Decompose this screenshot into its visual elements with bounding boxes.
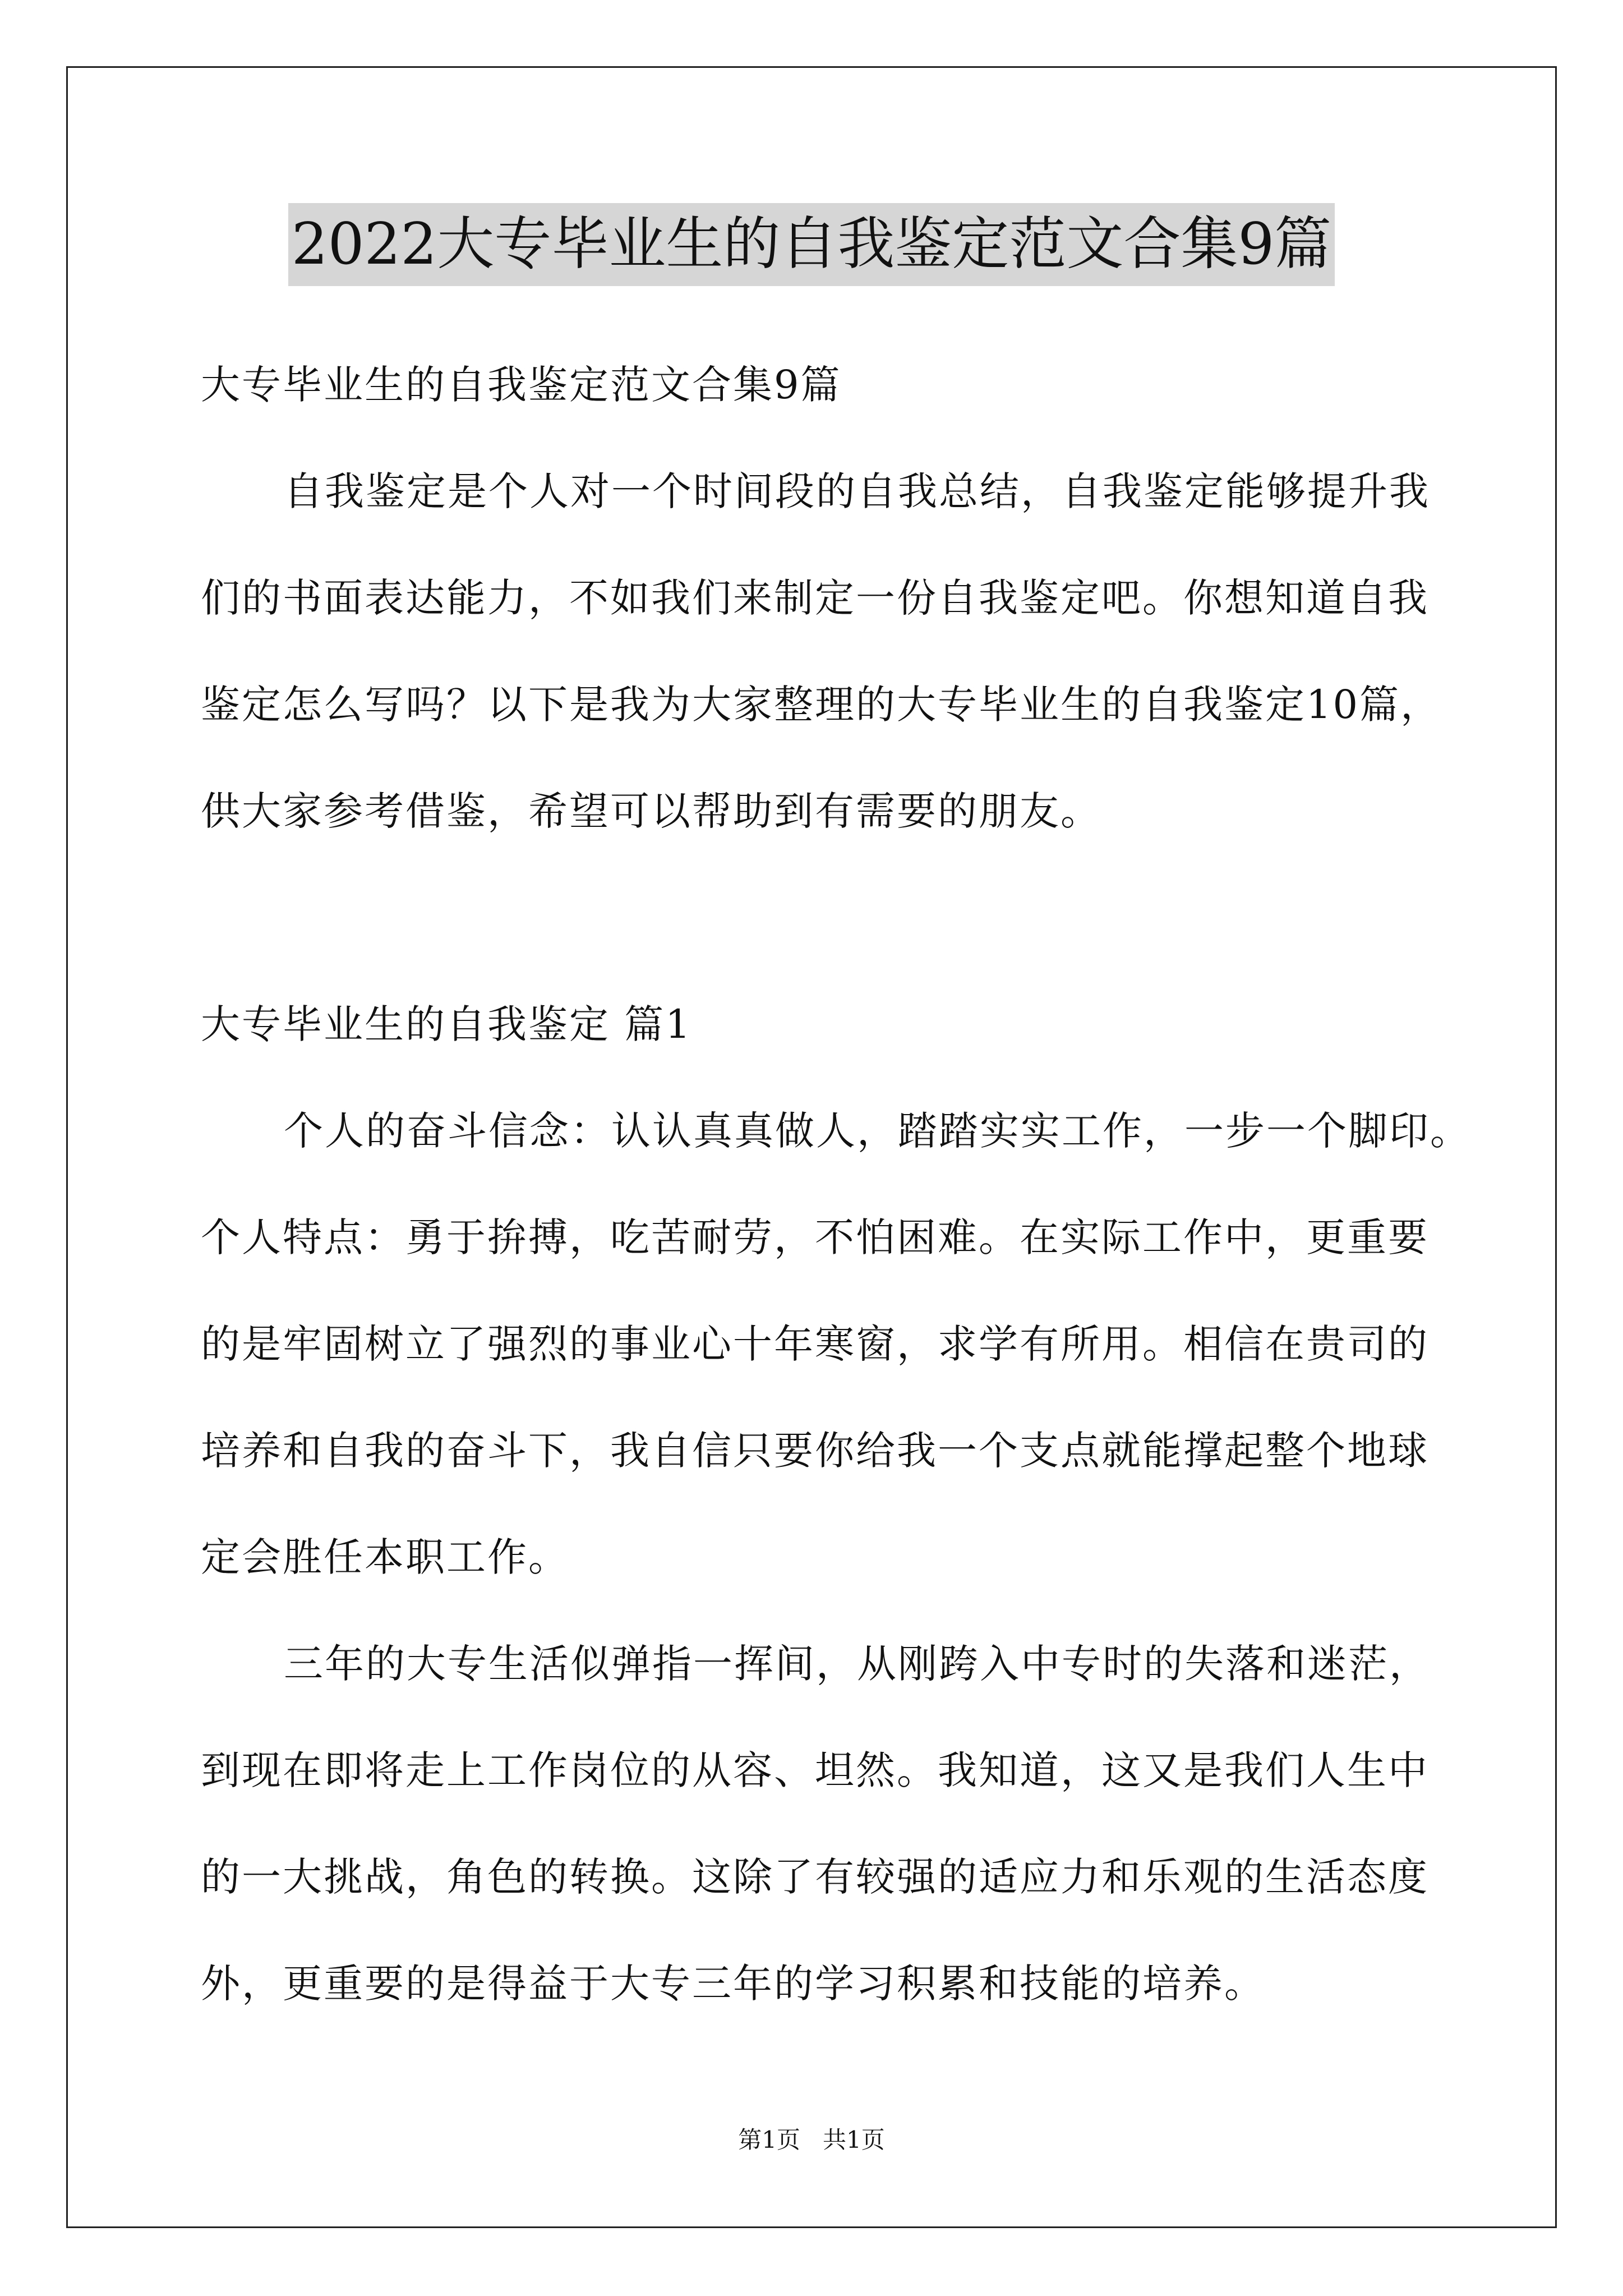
paragraph1-line-2: 个人特点：勇于拚搏，吃苦耐劳，不怕困难。在实际工作中，更重要 (201, 1214, 1429, 1260)
page-number: 第1页 (738, 2126, 800, 2154)
paragraph1-line-1: 个人的奋斗信念：认认真真做人，踏踏实实工作，一步一个脚印。 (284, 1108, 1471, 1154)
paragraph2-line-4: 外，更重要的是得益于大专三年的学习积累和技能的培养。 (201, 1961, 1265, 2007)
section-heading: 大专毕业生的自我鉴定 篇1 (201, 1001, 692, 1047)
page-total: 共1页 (823, 2126, 885, 2154)
paragraph2-line-3: 的一大挑战，角色的转换。这除了有较强的适应力和乐观的生活态度 (201, 1854, 1429, 1900)
intro-line-2: 们的书面表达能力，不如我们来制定一份自我鉴定吧。你想知道自我 (201, 575, 1429, 621)
paragraph1-line-4: 培养和自我的奋斗下，我自信只要你给我一个支点就能撑起整个地球 (201, 1428, 1429, 1474)
document-title: 2022大专毕业生的自我鉴定范文合集9篇 (288, 203, 1335, 286)
paragraph2-line-2: 到现在即将走上工作岗位的从容、坦然。我知道，这又是我们人生中 (201, 1747, 1429, 1793)
page-footer (0, 2122, 1623, 2155)
intro-line-1: 自我鉴定是个人对一个时间段的自我总结，自我鉴定能够提升我 (284, 468, 1430, 514)
intro-line-3: 鉴定怎么写吗？以下是我为大家整理的大专毕业生的自我鉴定10篇， (201, 682, 1442, 728)
paragraph1-line-3: 的是牢固树立了强烈的事业心十年寒窗，求学有所用。相信在贵司的 (201, 1321, 1429, 1367)
subtitle: 大专毕业生的自我鉴定范文合集9篇 (201, 362, 842, 408)
title-container (0, 203, 1623, 286)
paragraph1-line-5: 定会胜任本职工作。 (201, 1534, 569, 1580)
paragraph2-line-1: 三年的大专生活似弹指一挥间，从刚跨入中专时的失落和迷茫， (284, 1641, 1430, 1687)
intro-line-4: 供大家参考借鉴，希望可以帮助到有需要的朋友。 (201, 788, 1101, 834)
